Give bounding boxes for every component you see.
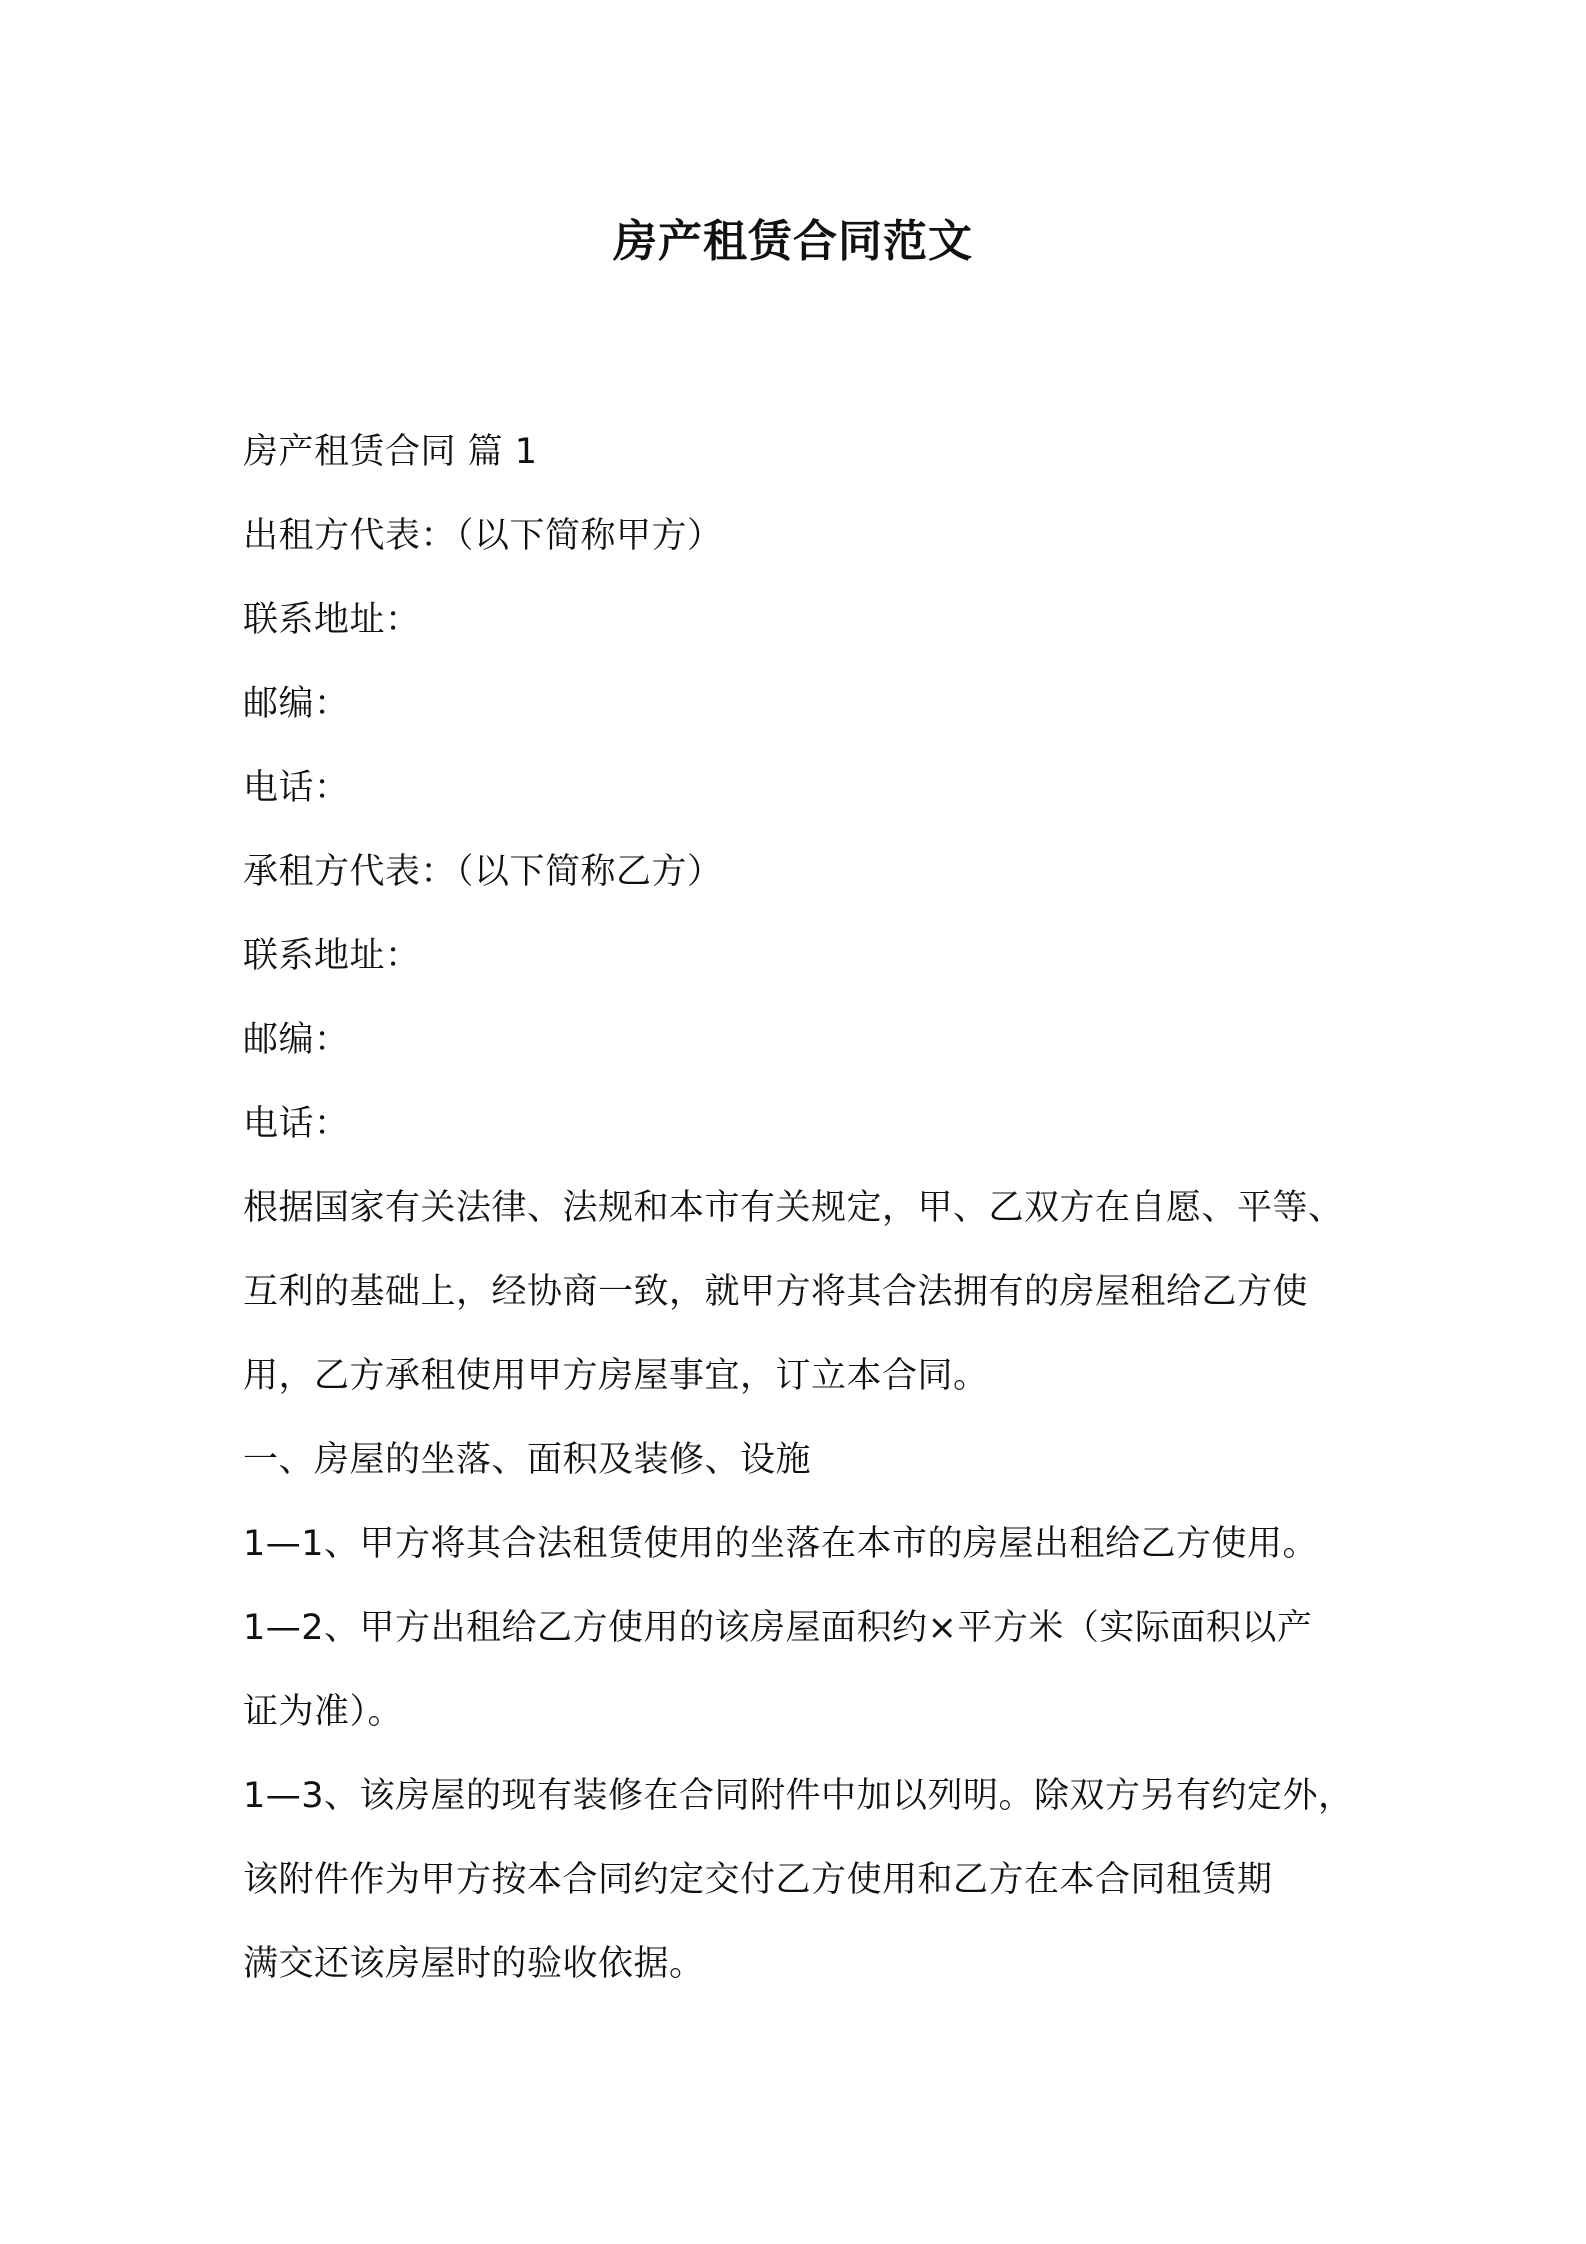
document-title: 房产租赁合同范文 — [613, 216, 973, 267]
lessee-postcode-line: 邮编： — [243, 1020, 350, 1060]
clause-line: 1—1、甲方将其合法租赁使用的坐落在本市的房屋出租给乙方使用。 — [243, 1524, 1319, 1564]
lessor-address-line: 联系地址： — [243, 600, 421, 640]
clause-line: 1—2、甲方出租给乙方使用的该房屋面积约×平方米（实际面积以产 — [243, 1608, 1313, 1648]
lessor-representative-line: 出租方代表：（以下简称甲方） — [243, 516, 723, 556]
lessee-address-line: 联系地址： — [243, 936, 421, 976]
lessor-phone-line: 电话： — [243, 768, 350, 808]
lessor-postcode-line: 邮编： — [243, 684, 350, 724]
clause-heading: 一、房屋的坐落、面积及装修、设施 — [243, 1440, 812, 1480]
document-body — [243, 410, 1363, 2006]
clause-line: 该附件作为甲方按本合同约定交付乙方使用和乙方在本合同租赁期 — [243, 1860, 1273, 1900]
preamble-line: 互利的基础上，经协商一致，就甲方将其合法拥有的房屋租给乙方使 — [243, 1272, 1309, 1312]
lessee-phone-line: 电话： — [243, 1104, 350, 1144]
clause-line: 证为准）。 — [243, 1692, 404, 1732]
clause-line: 1—3、该房屋的现有装修在合同附件中加以列明。除双方另有约定外， — [243, 1776, 1354, 1816]
preamble-line: 根据国家有关法律、法规和本市有关规定，甲、乙双方在自愿、平等、 — [243, 1188, 1344, 1228]
section-heading: 房产租赁合同 篇 1 — [243, 432, 538, 472]
preamble-line: 用，乙方承租使用甲方房屋事宜，订立本合同。 — [243, 1356, 989, 1396]
lessee-representative-line: 承租方代表：（以下简称乙方） — [243, 852, 723, 892]
clause-line: 满交还该房屋时的验收依据。 — [243, 1944, 705, 1984]
